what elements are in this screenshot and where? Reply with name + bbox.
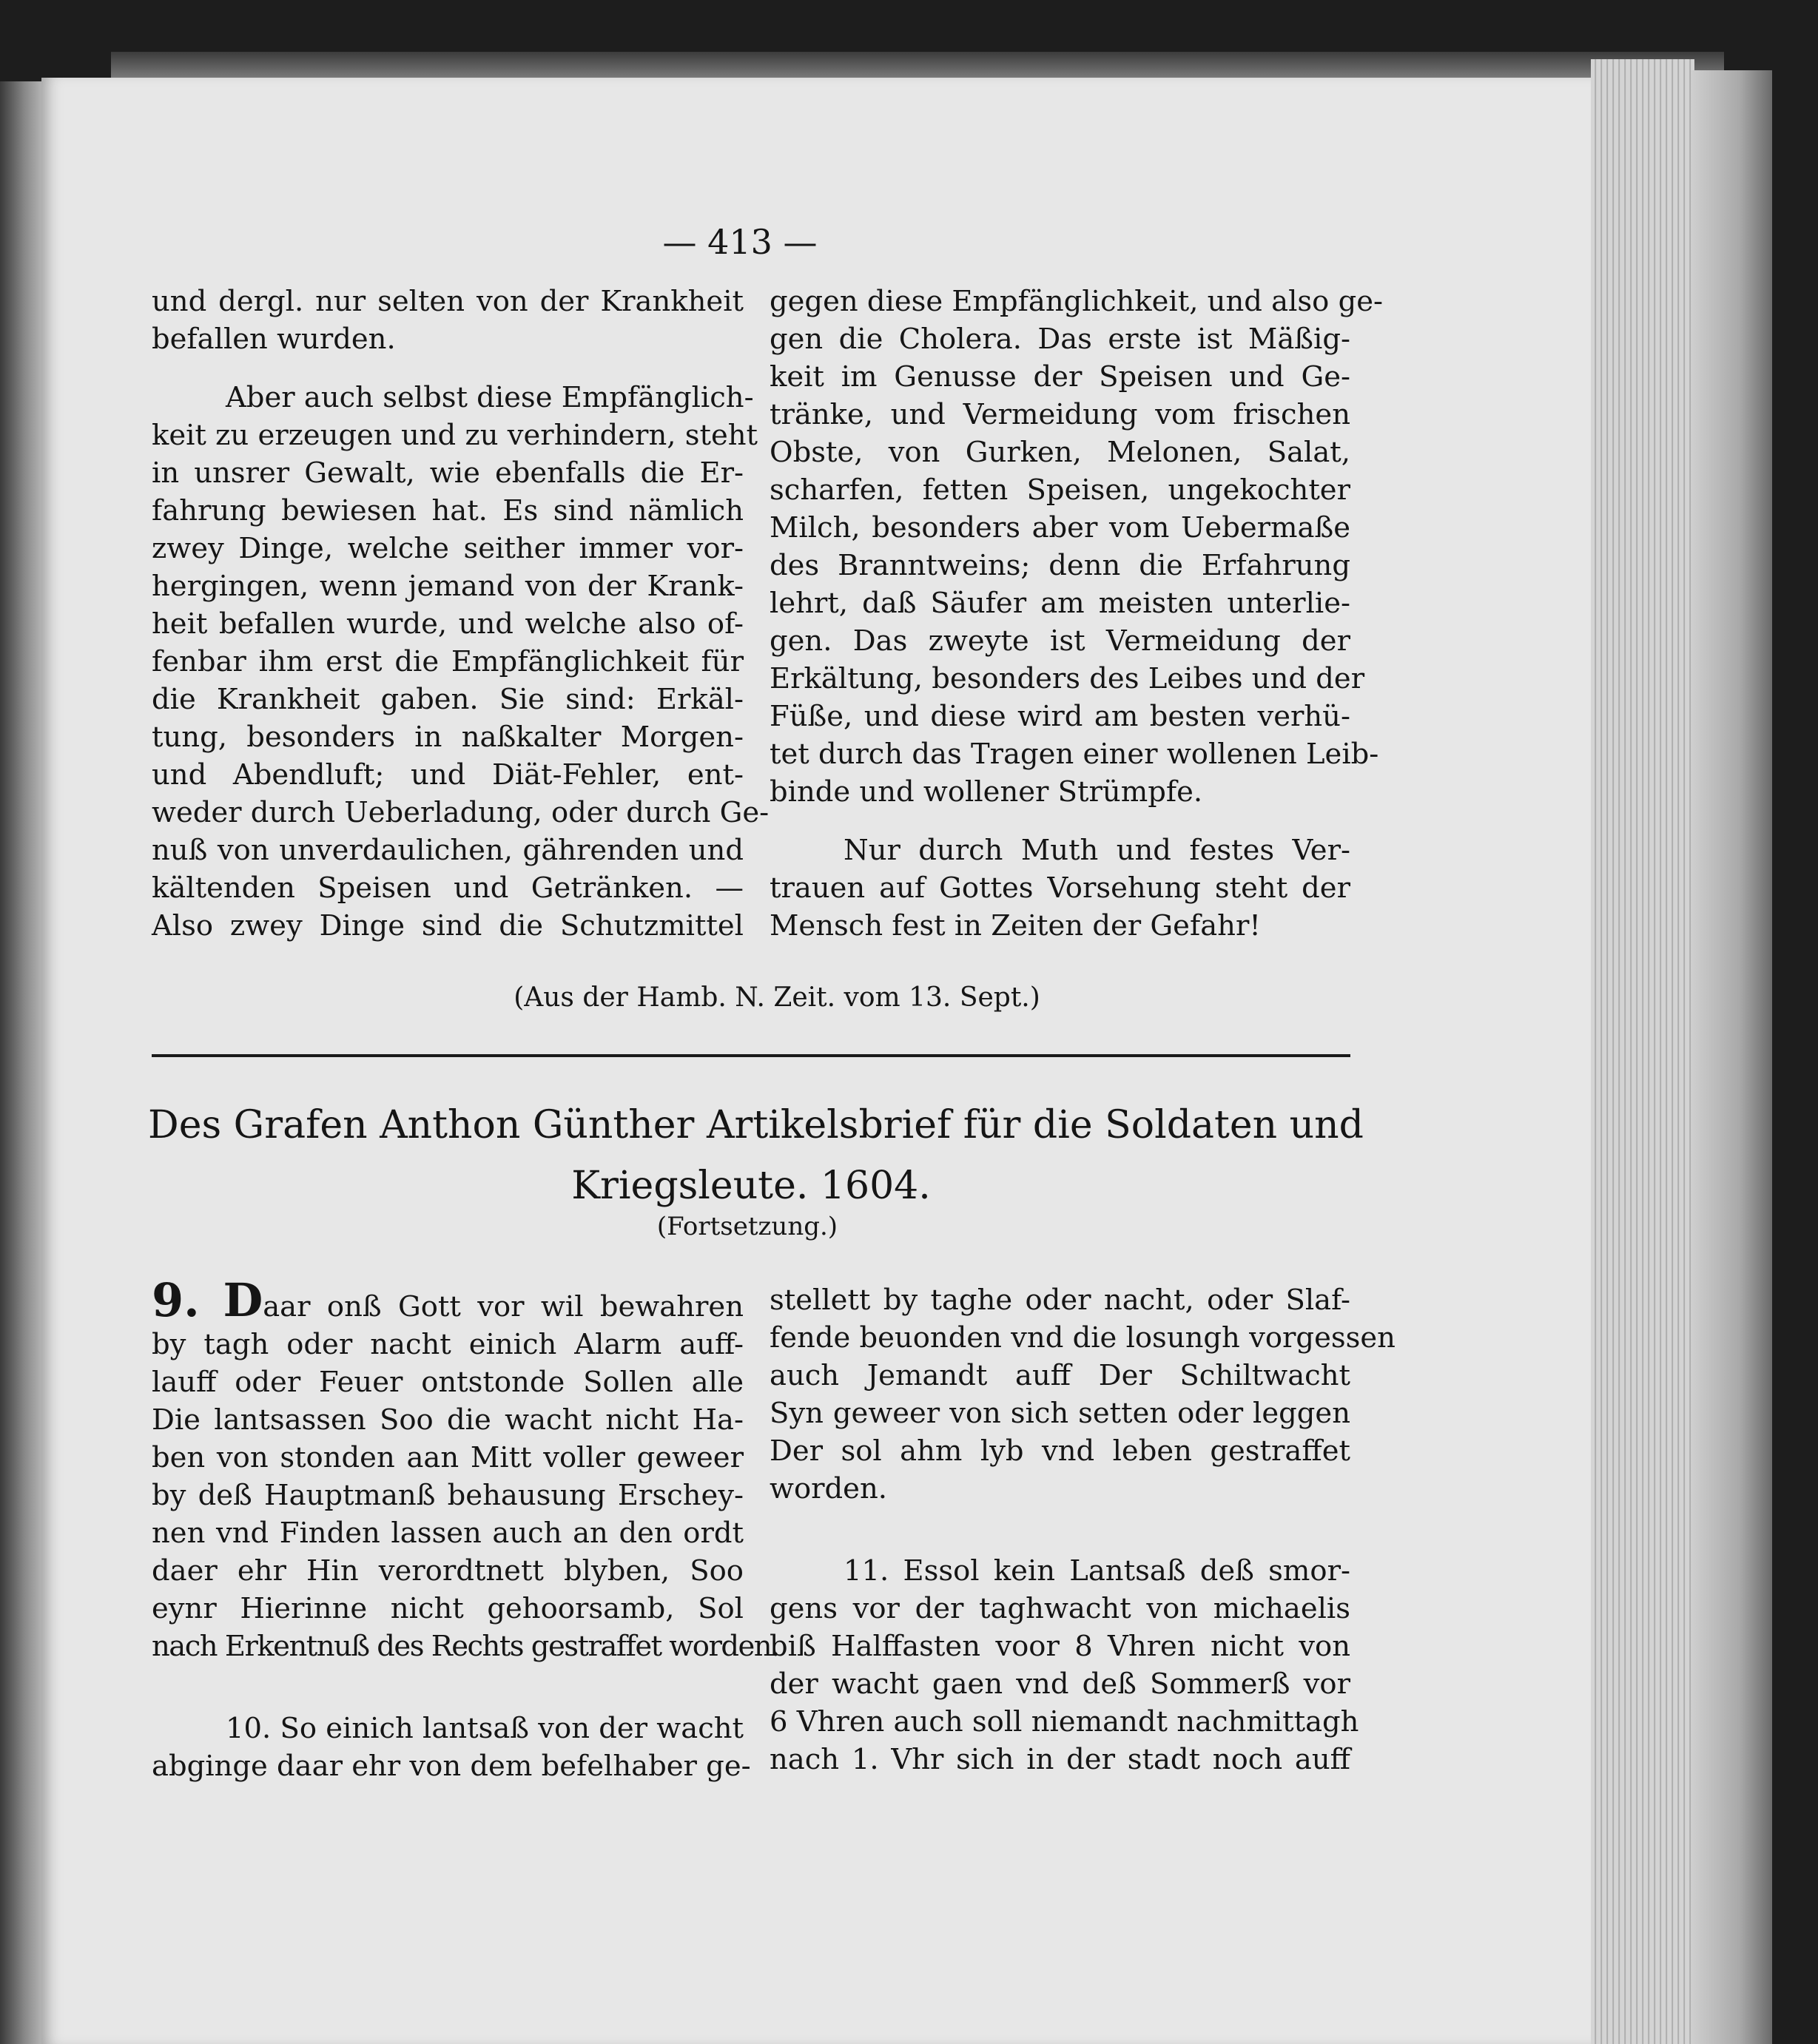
text-line: und Abendluft; und Diät-Fehler, ent- — [152, 758, 744, 792]
text-line: nach Erkentnuß des Rechts gestraffet worden. — [152, 1630, 779, 1663]
text-line: scharfen, fetten Speisen, ungekochter — [770, 473, 1350, 507]
text-line: fende beuonden vnd die losungh vorgessen — [770, 1321, 1396, 1355]
text-line: ben von stonden aan Mitt voller geweer — [152, 1441, 744, 1474]
left-column-bottom — [152, 1273, 779, 1785]
text-line: 11. Essol kein Lantsaß deß smor- — [844, 1554, 1350, 1588]
text-line: kältenden Speisen und Getränken. — — [152, 871, 744, 905]
text-line: des Branntweins; denn die Erfahrung — [770, 549, 1350, 582]
text-line: by tagh oder nacht einich Alarm auff- — [152, 1328, 744, 1361]
article-title-line-2: Kriegsleute. 1604. — [571, 1164, 931, 1208]
text-line: auch Jemandt auff Der Schiltwacht — [770, 1359, 1350, 1392]
left-column-top — [152, 283, 770, 945]
right-column-bottom — [770, 1281, 1396, 1778]
text-line: Der sol ahm lyb vnd leben gestraffet — [770, 1434, 1350, 1468]
text-line: 10. So einich lantsaß von der wacht — [226, 1712, 744, 1745]
text-line: die Krankheit gaben. Sie sind: Erkäl- — [152, 683, 744, 716]
text-line: lauff oder Feuer ontstonde Sollen alle — [152, 1366, 744, 1399]
text-line: gegen diese Empfänglichkeit, und also ge- — [770, 285, 1384, 318]
text-line: daer ehr Hin verordtnett blyben, Soo — [152, 1554, 744, 1588]
text-line: 6 Vhren auch soll niemandt nachmittagh — [770, 1705, 1359, 1738]
left-page-edge — [0, 81, 46, 2044]
paragraph-9-first-line — [152, 1273, 744, 1327]
text-line: binde und wollener Strümpfe. — [770, 775, 1203, 809]
text-line: Nur durch Muth und festes Ver- — [844, 834, 1350, 867]
article-title — [148, 1095, 1364, 1216]
text-line: fenbar ihm erst die Empfänglichkeit für — [152, 645, 744, 678]
text-line: abginge daar ehr von dem befelhaber ge- — [152, 1750, 751, 1783]
article-title-line-1: Des Grafen Anthon Günther Artikelsbrief für die Soldaten und — [148, 1103, 1364, 1147]
text-line: Erkältung, besonders des Leibes und der — [770, 662, 1365, 695]
text-line: tung, besonders in naßkalter Morgen- — [152, 721, 744, 754]
text-line: Syn geweer von sich setten oder leggen — [770, 1397, 1350, 1430]
text-line: befallen wurden. — [152, 323, 396, 356]
text-line: worden. — [770, 1472, 888, 1505]
text-line: Füße, und diese wird am besten verhü- — [770, 700, 1350, 733]
text-line: trauen auf Gottes Vorsehung steht der — [770, 871, 1350, 905]
text-line: lehrt, daß Säufer am meisten unterlie- — [770, 587, 1350, 620]
text-line: der wacht gaen vnd deß Sommerß vor — [770, 1667, 1350, 1701]
text-line: keit zu erzeugen und zu verhindern, steht — [152, 419, 758, 452]
page-stack-edge — [1591, 59, 1694, 2044]
text-line: by deß Hauptmanß behausung Erschey- — [152, 1479, 744, 1512]
text-line: tet durch das Tragen einer wollenen Leib- — [770, 738, 1379, 771]
page-number: — 413 — — [662, 222, 818, 262]
source-note: (Aus der Hamb. N. Zeit. vom 13. Sept.) — [514, 982, 1040, 1013]
text-line: stellett by taghe oder nacht, oder Slaf- — [770, 1284, 1350, 1317]
text-line: biß Halffasten voor 8 Vhren nicht von — [770, 1630, 1350, 1663]
text-line: heit befallen wurde, und welche also of- — [152, 607, 744, 641]
text-line: keit im Genusse der Speisen und Ge- — [770, 360, 1350, 394]
book-cover-side-edge — [1691, 70, 1772, 2044]
text-line: gens vor der taghwacht von michaelis — [770, 1592, 1350, 1625]
text-line: Milch, besonders aber vom Uebermaße — [770, 511, 1350, 544]
text-line: weder durch Ueberladung, oder durch Ge- — [152, 796, 770, 829]
text-line: in unsrer Gewalt, wie ebenfalls die Er- — [152, 456, 744, 490]
continuation-note: (Fortsetzung.) — [656, 1212, 838, 1241]
text-line: nen vnd Finden lassen auch an den ordt — [152, 1517, 744, 1550]
text-line: aar onß Gott vor wil bewahren — [263, 1290, 744, 1323]
text-line: gen die Cholera. Das erste ist Mäßig- — [770, 323, 1350, 356]
text-line: nuß von unverdaulichen, gährenden und — [152, 834, 744, 867]
text-line: Also zwey Dinge sind die Schutzmittel — [152, 909, 744, 942]
text-line: gen. Das zweyte ist Vermeidung der — [770, 624, 1350, 658]
text-line: Obste, von Gurken, Melonen, Salat, — [770, 436, 1350, 469]
text-line: nach 1. Vhr sich in der stadt noch auff — [770, 1743, 1350, 1776]
text-line: eynr Hierinne nicht gehoorsamb, Sol — [152, 1592, 744, 1625]
section-divider — [152, 1054, 1350, 1057]
text-line: Aber auch selbst diese Empfänglich- — [226, 381, 754, 414]
text-line: und dergl. nur selten von der Krankheit — [152, 285, 744, 318]
text-line: tränke, und Vermeidung vom frischen — [770, 398, 1350, 431]
text-line: Mensch fest in Zeiten der Gefahr! — [770, 909, 1261, 942]
text-line: Die lantsassen Soo die wacht nicht Ha- — [152, 1403, 744, 1437]
text-line: fahrung bewiesen hat. Es sind nämlich — [152, 494, 744, 527]
right-column-top — [770, 283, 1384, 945]
text-line: hergingen, wenn jemand von der Krank- — [152, 570, 744, 603]
drop-initial: 9. D — [152, 1273, 263, 1327]
text-line: zwey Dinge, welche seither immer vor- — [152, 532, 744, 565]
